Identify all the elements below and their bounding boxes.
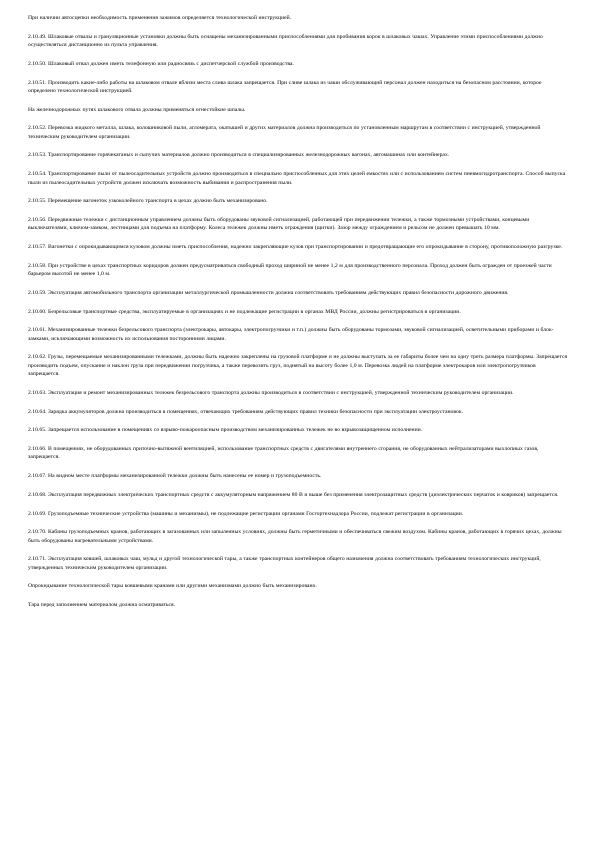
paragraph-2-10-52: 2.10.52. Перевозка жидкого металла, шлака, колошниковой пыли, агломерата, окатышей и других материалов должна производиться по установленным маршрутам в соответствии с инструкцией, утвержденной техническим руководителем организации. <box>28 125 541 140</box>
paragraph-2-10-70: 2.10.70. Кабины грузоподъемных кранов, работающих в загазованных или запыленных условиях, должны быть герметичными и обеспечиваться свежим воздухом. Кабины кранов, работающих в горячих цехах, должны быть оборудованы нагревательными устройствами. <box>28 529 562 544</box>
paragraph-2-10-50: 2.10.50. Шлаковый отвал должен иметь телефонную или радиосвязь с диспетчерской службой производства. <box>28 60 294 67</box>
paragraph-2-10-69: 2.10.69. Грузоподъемные технические устройства (машины и механизмы), не подлежащие регистрации органами Госгортехнадзора России, подлежат регистрации в организации. <box>28 510 464 517</box>
paragraph-2-10-61: 2.10.61. Механизированные тележки безрельсового транспорта (электрокары, автокары, электропогрузчики и т.п.) должны быть оборудованы тормозами, звуковой сигнализацией, осветительными приборами и блок-замками, исключающими возможность их использования посторонними лицами. <box>28 327 554 342</box>
paragraph-2-10-49: 2.10.49. Шлаковые отвалы и грануляционные установки должны быть оснащены механизированными приспособлениями для пробивания корок в шлаковых чашах. Управление этими приспособлениями должно осуществляться дистанционно из пульта управления. <box>28 33 543 49</box>
paragraph-2-10-58: 2.10.58. При устройстве в цехах транспортных коридоров должен предусматриваться свободный проход шириной не менее 1,2 м для производственного персонала. Проход должен быть огражден от проезжей части барьером высотой не менее 1,0 м. <box>28 262 552 278</box>
paragraph-2-10-64: 2.10.64. Зарядка аккумуляторов должна производиться в помещениях, отвечающих требованиям действующих правил техники безопасности при эксплуатации электроустановок. <box>28 408 464 415</box>
paragraph-2-10-60: 2.10.60. Безрельсовые транспортные средства, эксплуатируемые в организациях и не подлежащие регистрации в органах МВД России, должны регистрироваться в организации. <box>28 308 461 315</box>
paragraph-2-10-67: 2.10.67. На видном месте платформы механизированной тележки должны быть нанесены ее номер и грузоподъемность. <box>28 473 322 480</box>
paragraph-tipping: Опрокидывание технологической тары ковшевыми кранами или другими механизмами должно быть механизировано. <box>28 583 317 590</box>
paragraph-intro: При наличии автосцепки необходимость применения зажимов определяется технологической инструкцией. <box>28 15 292 21</box>
paragraph-2-10-65: 2.10.65. Запрещается использование в помещениях со взрыво-пожароопасным производством механизированных тележек не во взрывозащищенном исполнении. <box>28 427 423 434</box>
paragraph-2-10-71: 2.10.71. Эксплуатация ковшей, шлаковых чаш, мульд и другой технологической тары, а также транспортных контейнеров общего назначения должна соответствовать требованиям технологических инструкций, утвержденных техническим руководителем организации. <box>28 556 541 571</box>
paragraph-2-10-53: 2.10.53. Транспортирование горячекатаных и сыпучих материалов должно производиться в специализированных железнодорожных вагонах, автомашинах или контейнерах. <box>28 152 450 159</box>
paragraph-2-10-63: 2.10.63. Эксплуатация и ремонт механизированных тележек безрельсового транспорта должны производиться в соответствии с инструкцией, утвержденной техническим руководителем организации. <box>28 389 514 396</box>
document-page <box>28 14 568 620</box>
paragraph-2-10-54: 2.10.54. Транспортирование пыли от пылеосадительных устройств должно производиться в специально приспособленных для этих целей емкостях или с использованием систем пневмогидротранспорта. Способ выпуска пыли из пылеосадительных устройств должен исключать возможность выбивания и распространения пыли. <box>28 171 566 186</box>
paragraph-2-10-68: 2.10.68. Эксплуатация передвижных электрических транспортных средств с аккумуляторным напряжением 80 В и выше без применения электрозащитных средств (диэлектрических перчаток и ковриков) запрещается. <box>28 491 559 498</box>
paragraph-inspection: Тара перед заполнением материалом должна осматриваться. <box>28 602 176 609</box>
paragraph-2-10-51: 2.10.51. Производить какие-либо работы на шлаковом отвале вблизи места слива шлака запрещается. При сливе шлака из чаши обслуживающий персонал должен находиться на безопасном расстоянии, которое определено технологической инструкцией. <box>28 79 542 94</box>
paragraph-2-10-62: 2.10.62. Грузы, перемещаемые механизированными тележками, должны быть надежно закреплены на грузовой платформе и не должны выступать за ее габариты более чем на одну треть размера платформы. Запрещается производить подъем, опускание и наклон груза при передвижении погрузчика, а также перевозить груз, поднятый на высоту более 1,0 м. Перевозка людей на платформе электрокаров или электропогрузчиков запрещается. <box>28 354 568 378</box>
paragraph-sleepers: На железнодорожных путях шлакового отвала должны применяться огнестойкие шпалы. <box>28 106 246 113</box>
paragraph-2-10-55: 2.10.55. Перемещение вагонеток узкоколейного транспорта в цехах должно быть механизировано. <box>28 198 268 205</box>
paragraph-2-10-59: 2.10.59. Эксплуатация автомобильного транспорта организации металлургической промышленности должна соответствовать требованиям действующих правил безопасности дорожного движения. <box>28 289 509 296</box>
paragraph-2-10-57: 2.10.57. Вагонетки с опрокидывающимся кузовом должны иметь приспособления, надежно закрепляющие кузов при транспортировании и предотвращающие его опрокидывание в сторону, противоположную разгрузке. <box>28 244 563 251</box>
paragraph-2-10-66: 2.10.66. В помещениях, не оборудованных приточно-вытяжной вентиляцией, использование транспортных средств с двигателями внутреннего сгорания, не оборудованных нейтрализаторами выхлопных газов, запрещается. <box>28 446 539 461</box>
paragraph-2-10-56: 2.10.56. Передвижные тележки с дистанционным управлением должны быть оборудованы звуковой сигнализацией, работающей при передвижении тележки, а также тормозными устройствами, концевыми выключателями, ключом-замком, лестницами для подъема на платформу. Колеса тележек должны иметь ограждения (щитки). Зазор между ограждением и рельсом не должен превышать 10 мм. <box>28 216 530 232</box>
